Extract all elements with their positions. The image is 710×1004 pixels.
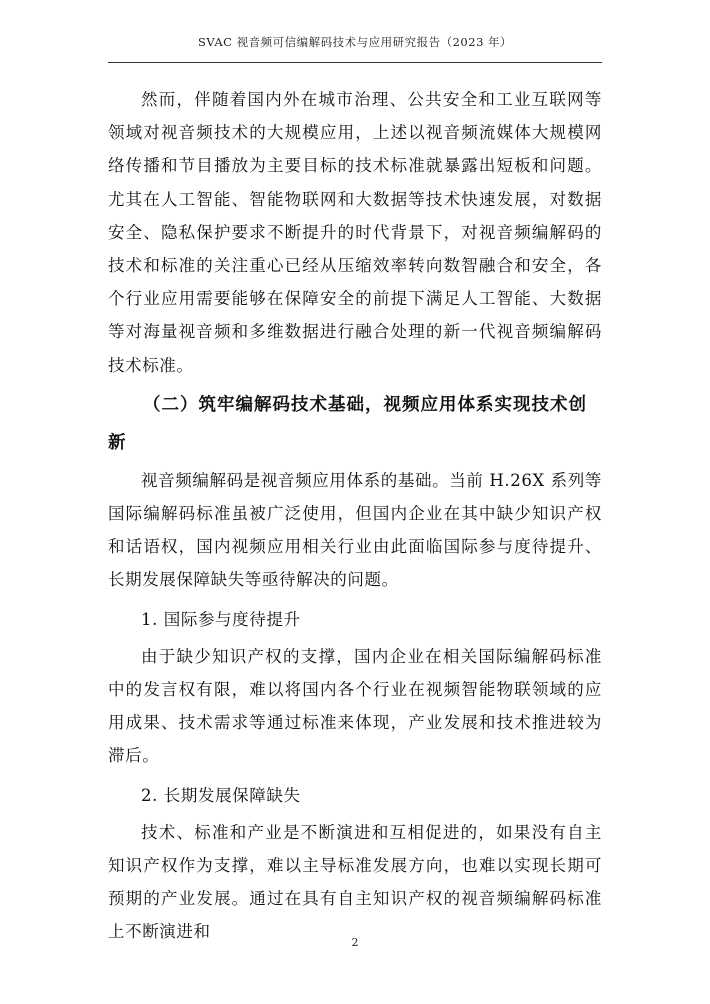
sub-heading-2: 2. 长期发展保障缺失 bbox=[141, 785, 301, 805]
running-header: SVAC 视音频可信编解码技术与应用研究报告（2023 年） bbox=[197, 35, 513, 49]
body-paragraph-1: 然而，伴随着国内外在城市治理、公共安全和工业互联网等领域对视音频技术的大规模应用，上述以视音频流媒体大规模网络传播和节目播放为主要目标的技术标准就暴露出短板和问题。尤其在人工智能、智能物联网和大数据等技术快速发展，对数据安全、隐私保护要求不断提升的时代背景下，对视音频编解码的技术和标准的关注重心已经从压缩效率转向数智融合和安全，各个行业应用需要能够在保障安全的前提下满足人工智能、大数据等对海量视音频和多维数据进行融合处理的新一代视音频编解码技术标准。 bbox=[108, 90, 602, 375]
page-number: 2 bbox=[351, 936, 359, 949]
header-divider bbox=[108, 62, 602, 63]
body-paragraph-2: 视音频编解码是视音频应用体系的基础。当前 H.26X 系列等国际编解码标准虽被广泛使用，但国内企业在其中缺少知识产权和话语权，国内视频应用相关行业由此面临国际参与度待提升、长期发展保障缺失等亟待解决的问题。 bbox=[108, 470, 602, 590]
page-body bbox=[108, 83, 602, 949]
body-paragraph-4: 技术、标准和产业是不断演进和互相促进的，如果没有自主知识产权作为支撑，难以主导标准发展方向，也难以实现长期可预期的产业发展。通过在具有自主知识产权的视音频编解码标准上不断演进和 bbox=[108, 822, 602, 942]
body-paragraph-3: 由于缺少知识产权的支撑，国内企业在相关国际编解码标准中的发言权有限，难以将国内各个行业在视频智能物联领域的应用成果、技术需求等通过标准来体现，产业发展和技术推进较为滞后。 bbox=[108, 646, 602, 766]
sub-heading-1: 1. 国际参与度待提升 bbox=[141, 609, 301, 629]
section-heading-2: （二）筑牢编解码技术基础，视频应用体系实现技术创新 bbox=[108, 394, 587, 453]
